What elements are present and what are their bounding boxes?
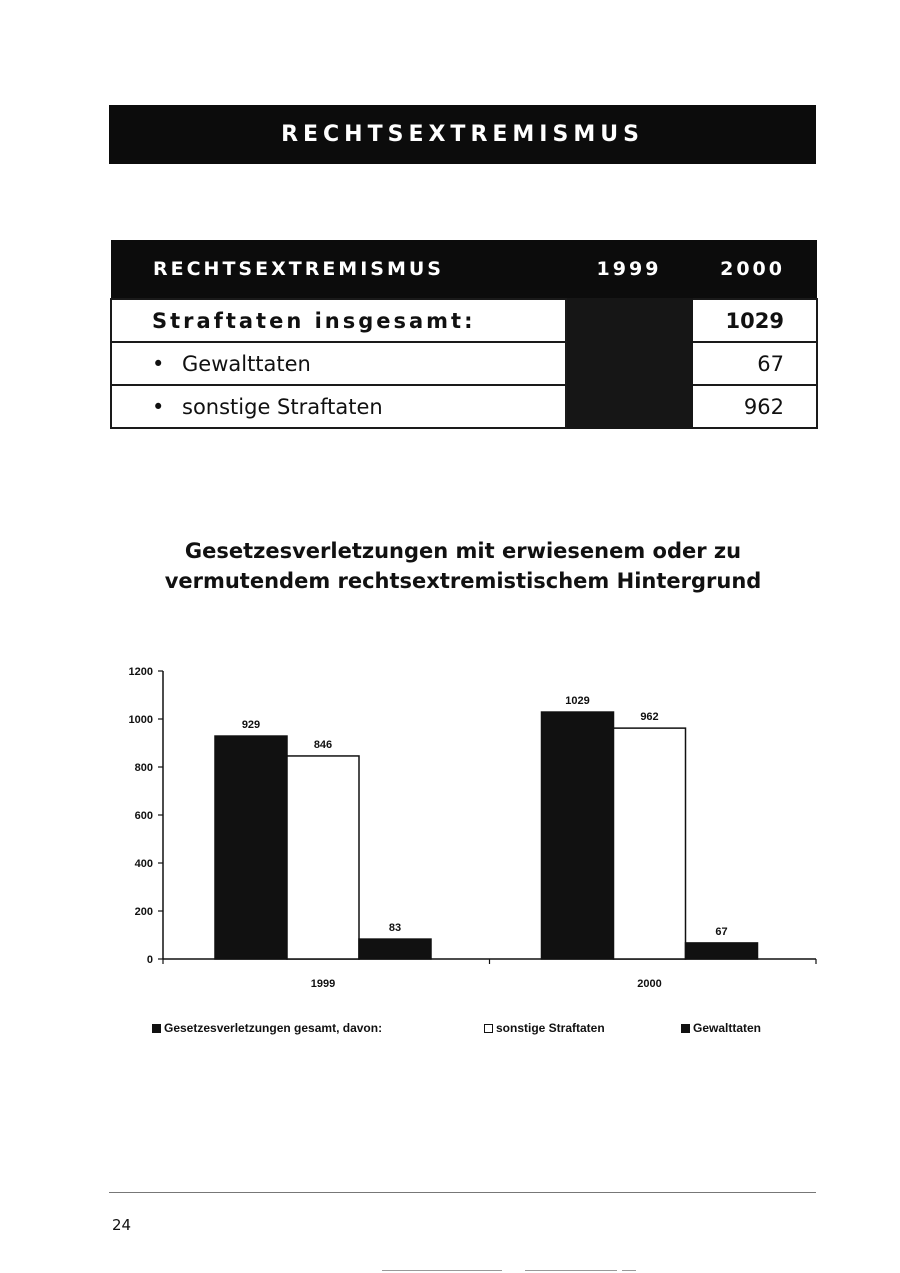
data-label: 83 bbox=[388, 922, 402, 935]
bar bbox=[614, 728, 686, 959]
x-tick-label: 2000 bbox=[637, 978, 662, 990]
legend-label-total: Gesetzesverletzungen gesamt, davon: bbox=[164, 1021, 383, 1035]
data-label: 1029 bbox=[565, 695, 590, 708]
y-tick-label: 200 bbox=[134, 906, 153, 918]
page-header-title: RECHTSEXTREMISMUS bbox=[281, 122, 644, 147]
footer-divider bbox=[525, 1270, 617, 1271]
legend-swatch-violent bbox=[681, 1024, 690, 1033]
page-number: 24 bbox=[112, 1216, 132, 1234]
data-label: 846 bbox=[313, 738, 333, 751]
legend-label-violent: Gewalttaten bbox=[693, 1021, 762, 1035]
y-tick-label: 1000 bbox=[128, 714, 153, 726]
y-tick-label: 1200 bbox=[128, 666, 153, 678]
data-label: 929 bbox=[241, 719, 261, 732]
table-header-2000: 2000 bbox=[692, 240, 817, 299]
row-label-violent-text: Gewalttaten bbox=[182, 351, 311, 376]
row-value-other-2000: 962 bbox=[692, 385, 817, 428]
y-tick-label: 800 bbox=[134, 762, 153, 774]
bar bbox=[359, 939, 431, 959]
bar bbox=[215, 736, 287, 959]
chart-title-line-2: vermutendem rechtsextremistischem Hintergrund bbox=[164, 569, 762, 593]
data-label: 962 bbox=[640, 711, 659, 724]
row-label-total: Straftaten insgesamt: bbox=[111, 299, 566, 342]
chart-title-line-1: Gesetzesverletzungen mit erwiesenem oder zu bbox=[184, 539, 742, 563]
bar bbox=[686, 943, 758, 959]
footer-divider bbox=[109, 1192, 816, 1193]
x-tick-label: 1999 bbox=[310, 978, 336, 990]
row-value-total-2000: 1029 bbox=[692, 299, 817, 342]
bar bbox=[287, 756, 359, 959]
y-tick-label: 600 bbox=[134, 810, 153, 822]
y-tick-label: 0 bbox=[146, 954, 153, 966]
footer-divider bbox=[382, 1270, 502, 1271]
table-header-1999: 1999 bbox=[566, 240, 692, 299]
legend-swatch-other bbox=[484, 1024, 493, 1033]
legend-swatch-total bbox=[152, 1024, 161, 1033]
footer-divider bbox=[622, 1270, 636, 1271]
y-tick-label: 400 bbox=[134, 858, 153, 870]
row-value-violent-2000: 67 bbox=[692, 342, 817, 385]
bullet-icon: • bbox=[152, 351, 165, 376]
legend-label-other: sonstige Straftaten bbox=[496, 1021, 605, 1035]
data-label: 67 bbox=[715, 925, 728, 938]
table-header-category: RECHTSEXTREMISMUS bbox=[111, 240, 566, 299]
legend-item-total bbox=[152, 1020, 382, 1036]
bar bbox=[542, 712, 614, 959]
legend-item-violent bbox=[681, 1020, 761, 1036]
legend-item-other bbox=[484, 1020, 605, 1036]
row-label-other-text: sonstige Straftaten bbox=[182, 394, 383, 419]
bullet-icon: • bbox=[152, 394, 165, 419]
